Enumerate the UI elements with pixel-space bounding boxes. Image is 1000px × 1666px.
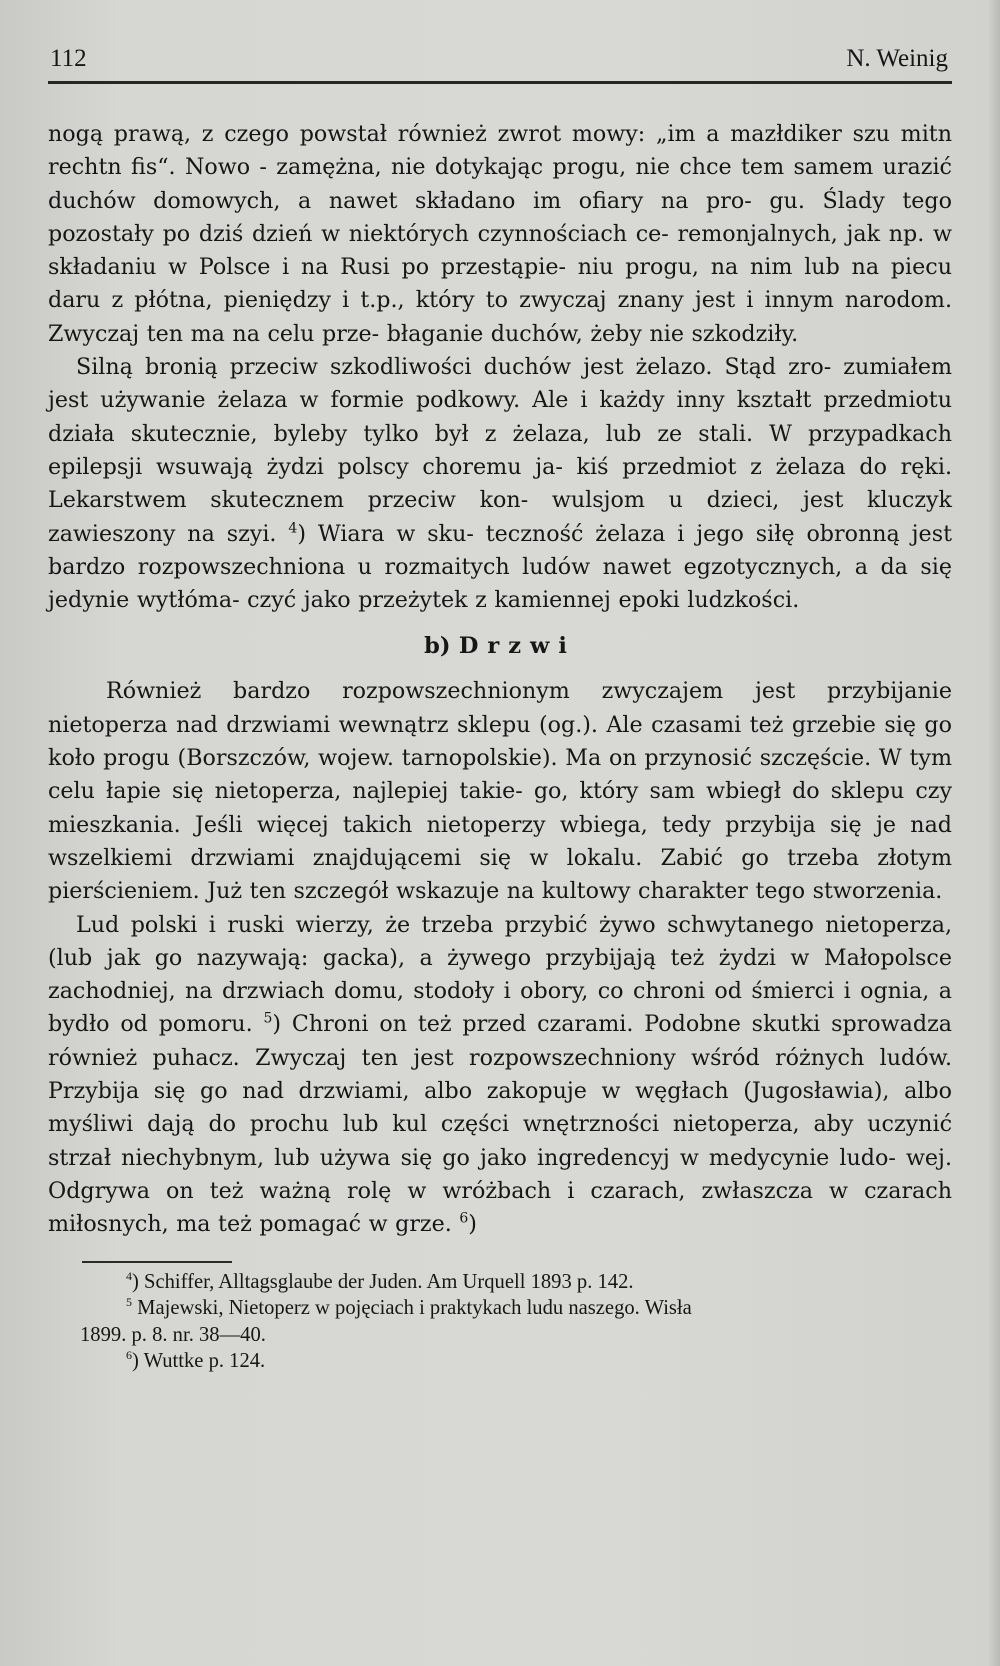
author-name: N. Weinig [846,45,948,72]
p4-text-a: Lud polski i ruski wierzy, że trzeba przybić żywo schwytanego nietoperza, (lub jak go nazywają: gacka), a żywego przybijają też żydzi w Małopolsce zachodniej, na drzwiach domu, stodoły i obory, co chroni od śmierci i ognia, a bydło od pomoru. [48,911,952,1038]
p1-line-6: niu progu, na nim lub na piecu daru z płótna, pieniędzy i t.p., który to [48,254,952,314]
p4-text-c: ) [468,1211,477,1238]
footnote-5-continued: 1899. p. 8. nr. 38—40. [80,1323,266,1346]
p1-line-4: gu. Ślady tego pozostały po dziś dzień w niektórych czynnościach ce- [48,187,952,247]
footnote-6-text: ) Wuttke p. 124. [132,1350,266,1372]
footnote-ref-4: 4 [288,520,298,537]
paragraph-1 [48,118,952,351]
paragraph-2 [48,351,952,617]
section-heading [48,629,952,663]
footnote-ref-5: 5 [263,1011,273,1028]
footnote-rule [82,1261,232,1263]
p2-text-a: Silną bronią przeciw szkodliwości duchów jest żelazo. Stąd zro- zumiałem jest używanie żelaza w formie podkowy. Ale i każdy inny kształt przedmiotu działa skutecznie, byleby tylko był z żelaza, lub ze stali. W przypadkach epilepsji wsuwają żydzi polscy choremu ja- kiś przedmiot z żelaza do ręki. Lekarstwem skutecznem przeciw kon- wulsjom u dzieci, jest kluczyk zawieszony na szyi. [48,354,952,547]
section-label: b) [424,633,451,660]
footnote-4-marker: 4 [126,1268,132,1283]
page-number: 112 [50,45,87,72]
p1-line-7: zwyczaj znany jest i innym narodom. Zwyczaj ten ma na celu prze- [48,287,952,347]
footnote-ref-6: 6 [459,1210,469,1227]
footnote-6 [48,1348,952,1375]
footnote-5 [48,1295,952,1322]
footnote-6-marker: 6 [126,1348,132,1363]
paragraph-4 [48,909,952,1242]
footnotes [48,1269,952,1375]
p4-text-b: ) Chroni on też przed czarami. Podobne skutki sprowadza również puhacz. Zwyczaj ten jest rozpowszechniony wśród różnych ludów. Przybija się go nad drzwiami, albo zakopuje w węgłach (Jugosławia), albo myśliwi dają do prochu lub kul części wnętrzności nietoperza, aby uczynić strzał niechybnym, lub używa się go jako ingredencyj w medycynie ludo- wej. Odgrywa on też ważną rolę w wróżbach i czarach, zwłaszcza w czarach miłosnych, ma też pomagać w grze. [48,1011,952,1238]
paragraph-3: Również bardzo rozpowszechnionym zwyczajem jest przybijanie nietoperza nad drzwiami wewnątrz sklepu (og.). Ale czasami też grzebie się go koło progu (Borszczów, wojew. tarnopolskie). Ma on przynosić szczęście. W tym celu łapie się nietoperza, najlepiej takie- go, który sam wbiegł do sklepu czy mieszkania. Jeśli więcej takich nietoperzy wbiega, tedy przybija się je nad wszelkiemi drzwiami znajdującemi się w lokalu. Zabić go trzeba złotym pierścieniem. Już ten szczegół wskazuje na kultowy charakter tego stworzenia. [48,678,952,905]
p1-line-1: nogą prawą, z czego powstał również zwrot mowy: „im a mazłdiker szu [48,121,890,147]
p1-line-3: samem urazić duchów domowych, a nawet składano im ofiary na pro- [48,154,952,214]
main-text [48,118,952,1242]
section-title: Drzwi [458,633,576,660]
header-rule [48,81,952,84]
footnote-5-text: Majewski, Nietoperz w pojęciach i praktykach ludu naszego. Wisła [132,1297,692,1319]
p1-line-2: mitn rechtn fis“. Nowo - zamężna, nie dotykając progu, nie chce tem [48,121,952,181]
footnote-4 [48,1269,952,1296]
p1-line-8: błaganie duchów, żeby nie szkodziły. [386,320,799,347]
footnote-5-marker: 5 [126,1295,132,1310]
p1-line-5: remonjalnych, jak np. w składaniu w Polsce i na Rusi po przestąpie- [48,220,952,281]
footnote-4-text: ) Schiffer, Alltagsglaube der Juden. Am Urquell 1893 p. 142. [132,1270,634,1293]
running-head [48,44,952,74]
p2-text-b: ) Wiara w sku- teczność żelaza i jego siłę obronną jest bardzo rozpowszechniona u rozmaitych ludów nawet egzotycznych, a da się jedynie wytłóma- czyć jako przeżytek z kamiennej epoki ludzkości. [48,520,952,614]
